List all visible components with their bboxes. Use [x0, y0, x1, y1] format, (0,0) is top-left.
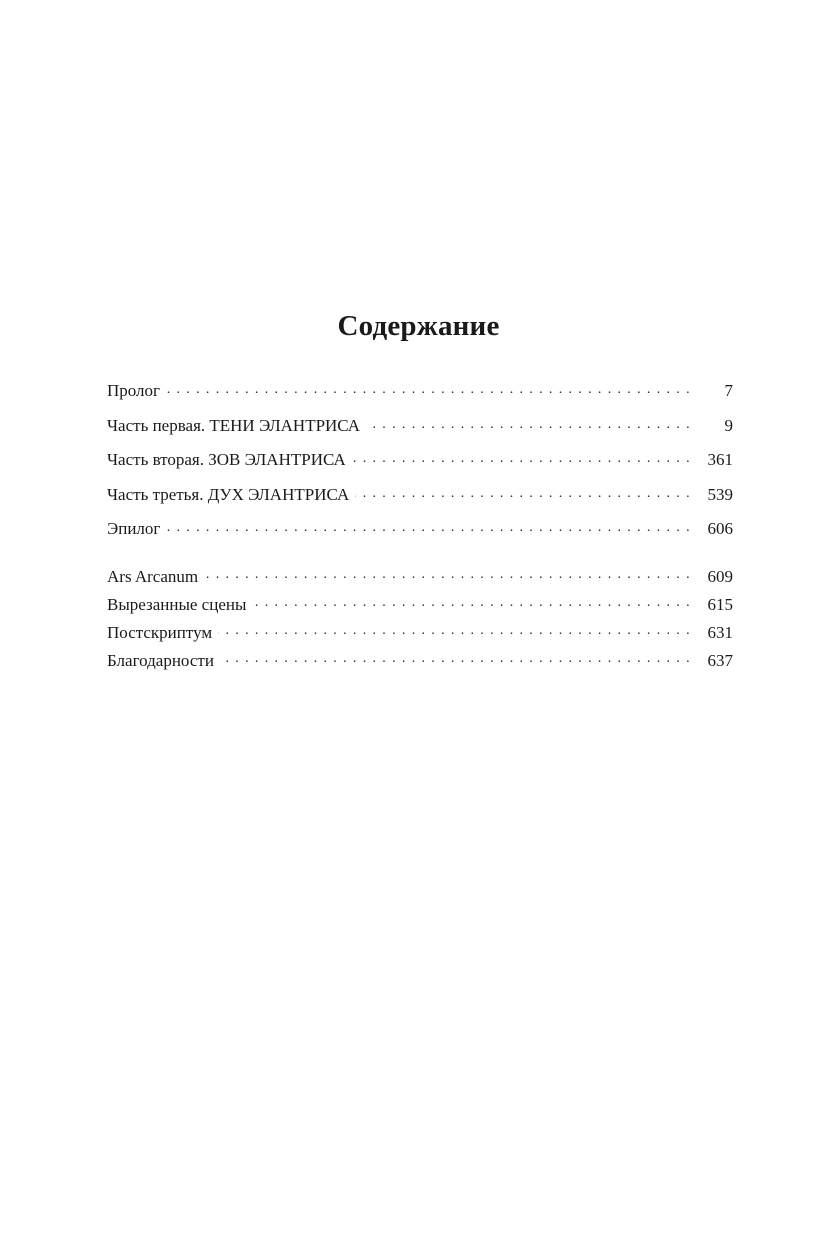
toc-main-list [107, 376, 733, 549]
toc-entry-epilogue[interactable] [107, 514, 733, 549]
toc-entry-page: 9 [724, 415, 733, 435]
dot-leader [166, 517, 691, 534]
dot-leader [352, 448, 691, 465]
toc-entry-acknowledgements[interactable] [107, 647, 733, 675]
toc-entry-page: 637 [707, 651, 733, 670]
toc-entry-label: Часть вторая. ЗОВ ЭЛАНТРИСА [107, 450, 346, 469]
toc-entry-part-one[interactable] [107, 411, 733, 446]
toc-entry-page: 7 [724, 381, 733, 400]
toc-entry-label: Ars Arcanum [107, 567, 199, 586]
toc-entry-postscript[interactable] [107, 619, 733, 647]
toc-entry-label: Вырезанные сцены [107, 595, 247, 614]
dot-leader [220, 649, 691, 666]
toc-entry-label: Пролог [107, 381, 161, 400]
toc-entry-page: 631 [707, 623, 733, 642]
toc-entry-page: 606 [707, 519, 733, 538]
toc-entry-part-two[interactable] [107, 445, 733, 480]
toc-entry-part-three[interactable] [107, 480, 733, 515]
toc-entry-ars-arcanum[interactable] [107, 563, 733, 591]
dot-leader [366, 414, 691, 431]
toc-entry-page: 609 [707, 567, 733, 586]
toc-entry-label: Благодарности [107, 651, 214, 670]
toc-entry-page: 361 [707, 450, 733, 469]
dot-leader [204, 565, 691, 582]
dot-leader [218, 621, 691, 638]
toc-entry-label: Эпилог [107, 519, 161, 538]
dot-leader [355, 483, 691, 500]
toc-entry-label: Постскриптум [107, 623, 213, 642]
dot-leader [166, 379, 691, 396]
toc-entry-deleted-scenes[interactable] [107, 591, 733, 619]
toc-entry-page: 539 [707, 484, 733, 504]
toc-appendix-list [107, 563, 733, 675]
page-title: Содержание [337, 310, 500, 342]
toc-entry-label: Часть первая. ТЕНИ ЭЛАНТРИСА [107, 415, 361, 435]
dot-leader [252, 593, 691, 610]
toc-entry-page: 615 [707, 595, 733, 614]
toc-entry-label: Часть третья. ДУХ ЭЛАНТРИСА [107, 484, 350, 504]
toc-entry-prologue[interactable] [107, 376, 733, 411]
